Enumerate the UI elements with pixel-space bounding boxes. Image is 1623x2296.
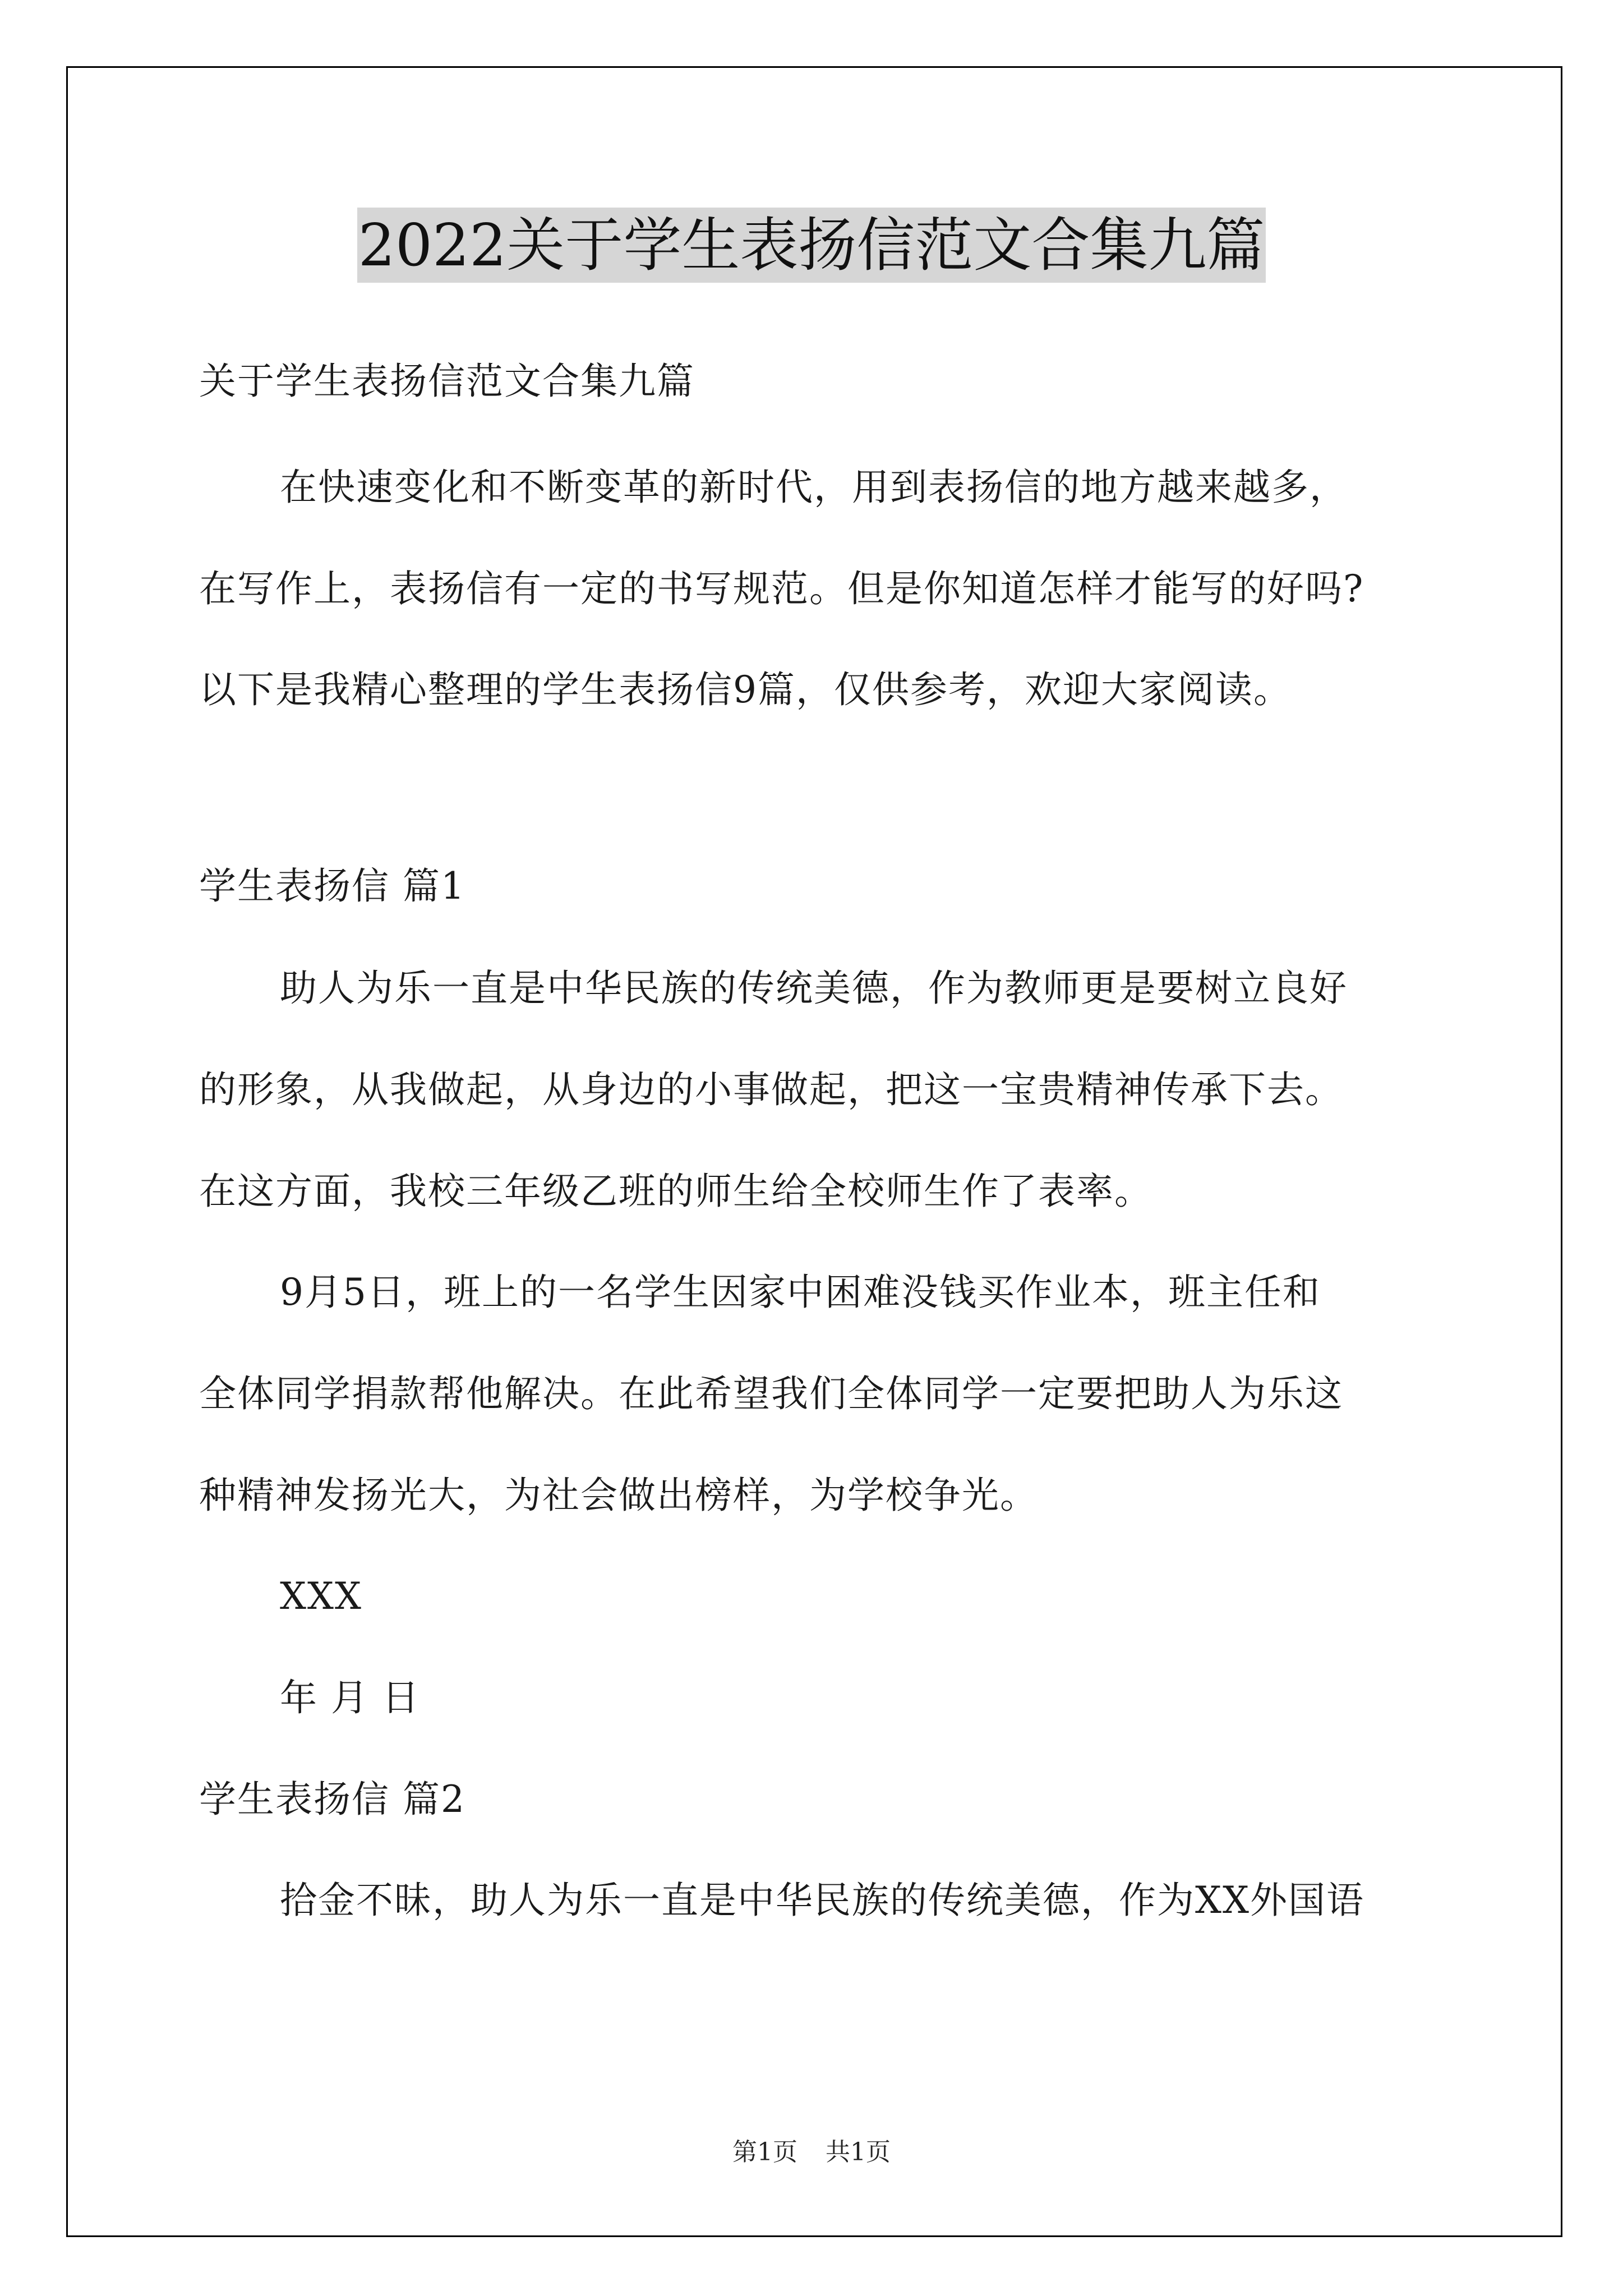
section-2-p1-line-1: 拾金不昧，助人为乐一直是中华民族的传统美德，作为XX外国语	[280, 1879, 1364, 1922]
section-1-p2-line-3: 种精神发扬光大，为社会做出榜样，为学校争光。	[199, 1474, 1038, 1517]
section-1-signature: XXX	[280, 1575, 362, 1618]
title-wrap	[0, 208, 1623, 283]
intro-line-2: 在写作上，表扬信有一定的书写规范。但是你知道怎样才能写的好吗?	[199, 567, 1364, 610]
page-footer	[0, 2132, 1623, 2168]
section-1-date: 年 月 日	[280, 1676, 420, 1719]
page-number: 第1页	[732, 2138, 797, 2166]
section-1-p1-line-3: 在这方面，我校三年级乙班的师生给全校师生作了表率。	[199, 1170, 1152, 1213]
section-2-heading: 学生表扬信 篇2	[199, 1778, 465, 1821]
section-1-p2-line-1: 9月5日，班上的一名学生因家中困难没钱买作业本，班主任和	[280, 1271, 1321, 1314]
section-1-p1-line-2: 的形象，从我做起，从身边的小事做起，把这一宝贵精神传承下去。	[199, 1068, 1343, 1111]
page-total: 共1页	[826, 2138, 891, 2166]
intro-line-3: 以下是我精心整理的学生表扬信9篇，仅供参考，欢迎大家阅读。	[199, 668, 1292, 711]
section-1-p1-line-1: 助人为乐一直是中华民族的传统美德，作为教师更是要树立良好	[280, 967, 1348, 1010]
intro-line-1: 在快速变化和不断变革的新时代，用到表扬信的地方越来越多，	[280, 466, 1348, 509]
document-title: 2022关于学生表扬信范文合集九篇	[357, 208, 1266, 283]
section-1-heading: 学生表扬信 篇1	[199, 864, 465, 908]
section-1-p2-line-2: 全体同学捐款帮他解决。在此希望我们全体同学一定要把助人为乐这	[199, 1372, 1343, 1415]
subtitle: 关于学生表扬信范文合集九篇	[199, 360, 695, 403]
